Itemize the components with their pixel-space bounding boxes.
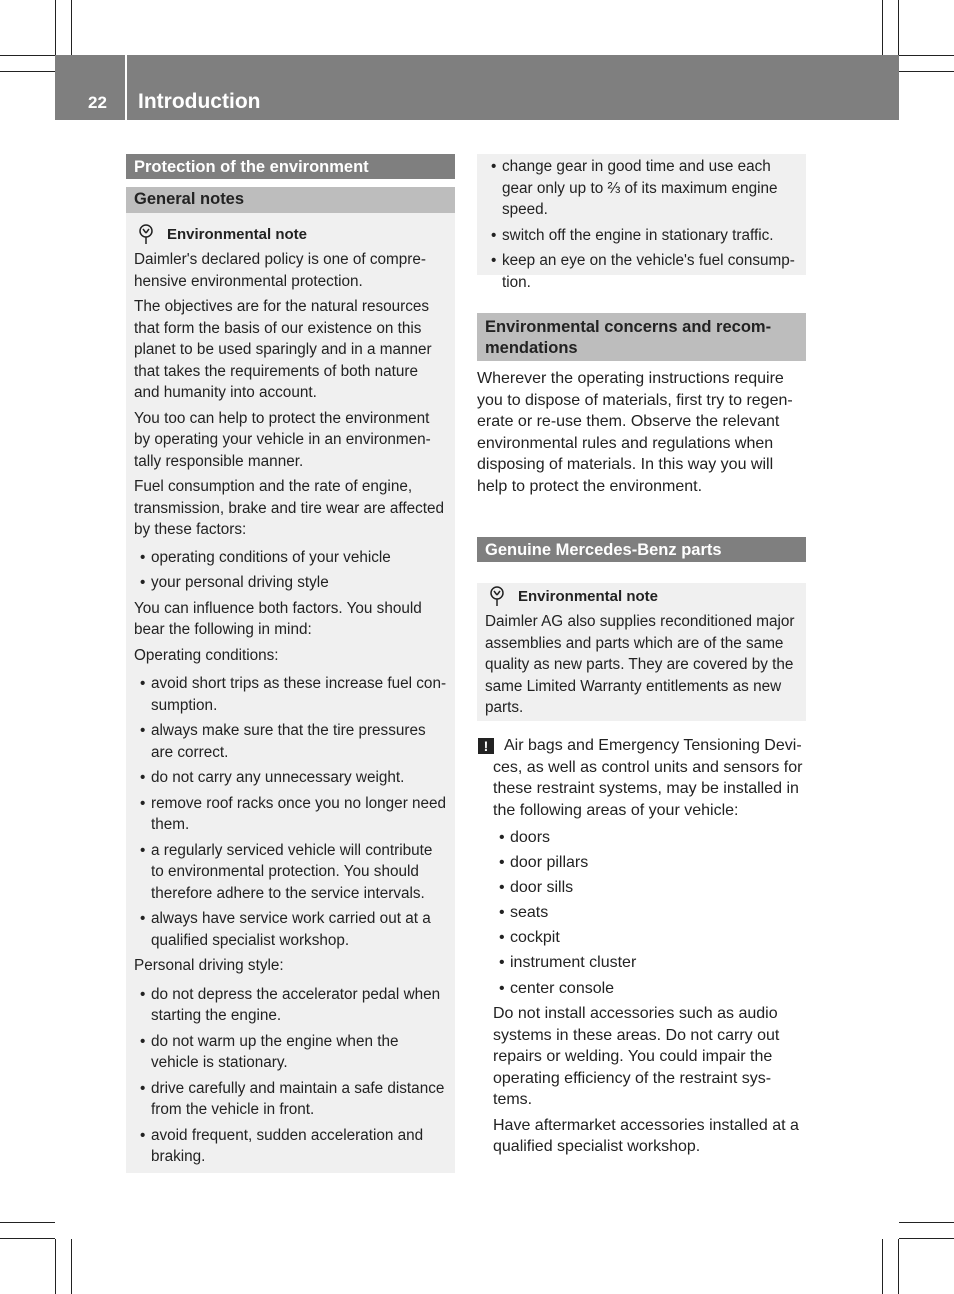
lightbulb-icon xyxy=(485,584,509,608)
driving-list xyxy=(134,984,447,1168)
areas-list xyxy=(493,827,806,999)
crop-mark xyxy=(71,0,72,55)
section-title: Introduction xyxy=(138,90,261,113)
paragraph: Wherever the operating instructions require you to dispose of materials, first try to regen-erate or re-use them. Observe the relevant environmental rules and regulations when disposing of materials. In this way you will help to protect the environment. xyxy=(477,370,793,495)
list-item: • switch off the engine in stationary traffic. xyxy=(491,226,774,244)
list-item: • change gear in good time and use each gear only up to ⅔ of its maximum engine speed. xyxy=(491,158,778,218)
concerns-heading: Environmental concerns and recom-mendations xyxy=(477,313,806,361)
crop-mark xyxy=(0,1238,55,1239)
sub-heading: General notes xyxy=(126,187,455,213)
lightbulb-icon xyxy=(134,222,158,246)
concerns-body xyxy=(477,368,806,497)
parts-note-box xyxy=(477,583,806,721)
parts-heading: Genuine Mercedes-Benz parts xyxy=(477,537,806,562)
paragraph: Fuel consumption and the rate of engine, transmission, brake and tire wear are affected by these factors: xyxy=(134,478,445,538)
list-item: • cockpit xyxy=(499,929,560,947)
crop-mark xyxy=(898,1239,899,1294)
list-item: • remove roof racks once you no longer need them. xyxy=(140,794,447,833)
page-number: 22 xyxy=(88,93,107,112)
list-item: • your personal driving style xyxy=(140,574,329,591)
list-item: • always have service work carried out at a qualified specialist workshop. xyxy=(140,910,431,949)
crop-mark xyxy=(898,0,899,55)
list-item: • center console xyxy=(499,979,615,997)
header-divider xyxy=(125,55,127,120)
list-item: • do not depress the accelerator pedal when starting the engine. xyxy=(140,985,441,1024)
crop-mark xyxy=(55,0,56,55)
paragraph: You can influence both factors. You should bear the following in mind: xyxy=(134,599,422,638)
crop-mark xyxy=(0,71,55,72)
crop-mark xyxy=(899,71,954,72)
list-item: • do not carry any unnecessary weight. xyxy=(140,769,405,786)
right-column xyxy=(477,154,806,1162)
warning-text: Air bags and Emergency Tensioning Devi-ces, as well as control units and sensors for these restraint systems, may be installed in the following areas of your vehicle: xyxy=(493,737,803,819)
continued-tips-box xyxy=(477,154,806,291)
list-item: • door sills xyxy=(499,879,574,897)
environmental-note-box xyxy=(126,213,455,1173)
crop-mark xyxy=(882,1239,883,1294)
note-header xyxy=(485,583,798,609)
left-column xyxy=(126,154,455,1173)
crop-mark xyxy=(899,55,954,56)
paragraph: The objectives are for the natural resources that form the basis of our existence on this planet to be used sparingly and in a manner that takes the requirements of both nature and humanity into account. xyxy=(134,298,432,401)
note-label: Environmental note xyxy=(518,587,659,605)
paragraph: You too can help to protect the environment by operating your vehicle in an environmen-tally responsible manner. xyxy=(134,409,431,470)
paragraph: Do not install accessories such as audio systems in these areas. Do not carry out repairs or welding. You could impair the operating efficiency of the restraint sys-tems. xyxy=(493,1005,780,1109)
list-item: • keep an eye on the vehicle's fuel consump-tion. xyxy=(491,252,795,291)
crop-mark xyxy=(899,1222,954,1223)
list-item: • drive carefully and maintain a safe distance from the vehicle in front. xyxy=(140,1079,445,1118)
list-item: • door pillars xyxy=(499,854,589,872)
list-item: • avoid short trips as these increase fuel con-sumption. xyxy=(140,675,447,714)
crop-mark xyxy=(0,55,55,56)
crop-mark xyxy=(899,1238,954,1239)
note-label: Environmental note xyxy=(167,225,308,243)
warning-block xyxy=(477,735,806,1158)
continued-list xyxy=(485,156,798,293)
page-header xyxy=(55,55,899,120)
crop-mark xyxy=(55,1239,56,1294)
section-heading: Protection of the environment xyxy=(126,154,455,179)
list-item: • instrument cluster xyxy=(499,954,637,972)
factors-list xyxy=(134,547,447,594)
paragraph: Daimler AG also supplies reconditioned major assemblies and parts which are of the same quality as new parts. They are covered by the same Limited Warranty entitlements as new parts. xyxy=(485,613,795,716)
list-item: • do not warm up the engine when the vehicle is stationary. xyxy=(140,1032,399,1071)
list-item: • avoid frequent, sudden acceleration and braking. xyxy=(140,1126,424,1165)
operating-list xyxy=(134,673,447,951)
list-item: • a regularly serviced vehicle will contribute to environmental protection. You should therefore adhere to the service intervals. xyxy=(140,841,433,902)
list-item: • doors xyxy=(499,829,551,846)
paragraph: Daimler's declared policy is one of compre-hensive environmental protection. xyxy=(134,251,426,290)
crop-mark xyxy=(0,1222,55,1223)
crop-mark xyxy=(882,0,883,55)
note-header xyxy=(134,221,447,247)
list-item: • operating conditions of your vehicle xyxy=(140,548,391,566)
list-item: • seats xyxy=(499,904,549,922)
paragraph: Have aftermarket accessories installed at a qualified specialist workshop. xyxy=(493,1116,799,1156)
operating-label: Operating conditions: xyxy=(134,646,279,664)
driving-label: Personal driving style: xyxy=(134,957,284,974)
crop-mark xyxy=(71,1239,72,1294)
warning-icon: ! xyxy=(478,738,494,754)
list-item: • always make sure that the tire pressures are correct. xyxy=(140,722,426,761)
